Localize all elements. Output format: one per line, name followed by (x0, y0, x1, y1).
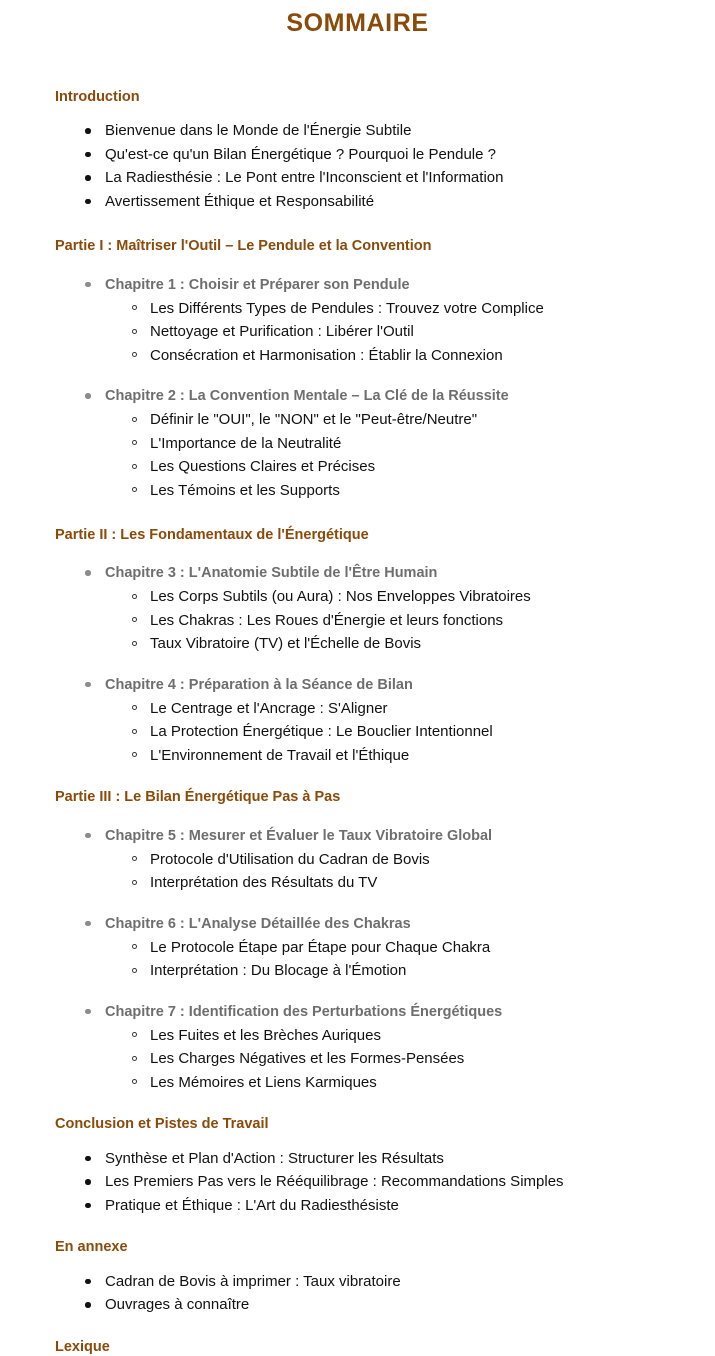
chapter-group (0, 674, 715, 768)
bullet-circle-icon (132, 1056, 137, 1061)
bullet-circle-icon (132, 880, 137, 885)
list-item[interactable] (0, 1194, 715, 1218)
section-heading-annexe: En annexe (55, 1239, 128, 1256)
list-item[interactable] (0, 1170, 715, 1194)
list-item-label: Consécration et Harmonisation : Établir la Connexion (150, 346, 503, 364)
list-item[interactable] (0, 1071, 715, 1095)
list-conclusion (0, 1147, 715, 1218)
chapter-group (0, 825, 715, 895)
bullet-circle-icon (132, 329, 137, 334)
bullet-circle-icon (132, 729, 137, 734)
list-item-label: Protocole d'Utilisation du Cadran de Bovis (150, 850, 430, 868)
chapter-sublist (0, 697, 715, 768)
list-item-label: Synthèse et Plan d'Action : Structurer les Résultats (105, 1149, 444, 1167)
list-item[interactable] (0, 720, 715, 744)
bullet-disc-icon (85, 682, 91, 688)
list-item[interactable] (0, 1270, 715, 1294)
section-annexe (0, 1239, 715, 1316)
list-item[interactable] (0, 190, 715, 214)
chapter-group (0, 562, 715, 656)
chapter-title[interactable] (0, 274, 715, 296)
list-item[interactable] (0, 1293, 715, 1317)
list-item[interactable] (0, 143, 715, 167)
list-item-label: Définir le "OUI", le "NON" et le "Peut-être/Neutre" (150, 411, 478, 429)
list-item-label: Les Fuites et les Brèches Auriques (150, 1026, 381, 1044)
list-item[interactable] (0, 632, 715, 656)
list-item-label: Cadran de Bovis à imprimer : Taux vibratoire (105, 1272, 401, 1290)
list-item-label: Interprétation des Résultats du TV (150, 874, 378, 892)
list-item-label: Les Témoins et les Supports (150, 481, 340, 499)
section-heading-partie-3: Partie III : Le Bilan Énergétique Pas à Pas (55, 789, 341, 806)
bullet-circle-icon (132, 944, 137, 949)
chapter-sublist (0, 585, 715, 656)
section-conclusion (0, 1116, 715, 1217)
list-item-label: La Radiesthésie : Le Pont entre l'Inconscient et l'Information (105, 169, 504, 187)
chapter-title[interactable] (0, 825, 715, 847)
list-item[interactable] (0, 1147, 715, 1171)
bullet-circle-icon (132, 752, 137, 757)
list-item[interactable] (0, 455, 715, 479)
chapter-group (0, 385, 715, 502)
list-item-label: Taux Vibratoire (TV) et l'Échelle de Bovis (150, 635, 422, 653)
list-item-label: Bienvenue dans le Monde de l'Énergie Subtile (105, 122, 412, 140)
chapter-title-label: Chapitre 3 : L'Anatomie Subtile de l'Être Humain (105, 565, 438, 582)
bullet-disc-icon (85, 282, 91, 288)
bullet-circle-icon (132, 617, 137, 622)
list-item-label: Pratique et Éthique : L'Art du Radiesthésiste (105, 1196, 399, 1214)
list-item[interactable] (0, 585, 715, 609)
page-title: SOMMAIRE (286, 9, 429, 37)
chapter-title[interactable] (0, 674, 715, 696)
bullet-circle-icon (132, 305, 137, 310)
bullet-disc-icon (85, 1279, 91, 1285)
chapter-sublist (0, 297, 715, 368)
bullet-circle-icon (132, 464, 137, 469)
chapter-title-label: Chapitre 2 : La Convention Mentale – La Clé de la Réussite (105, 388, 509, 405)
section-heading-introduction: Introduction (55, 88, 140, 105)
list-item[interactable] (0, 609, 715, 633)
list-item[interactable] (0, 166, 715, 190)
list-item[interactable] (0, 848, 715, 872)
list-item-label: Les Corps Subtils (ou Aura) : Nos Enveloppes Vibratoires (150, 588, 531, 606)
bullet-disc-icon (85, 199, 91, 205)
bullet-disc-icon (85, 1203, 91, 1209)
list-item-label: La Protection Énergétique : Le Bouclier Intentionnel (150, 723, 493, 741)
bullet-disc-icon (85, 921, 91, 927)
bullet-circle-icon (132, 856, 137, 861)
list-item[interactable] (0, 479, 715, 503)
list-item-label: Qu'est-ce qu'un Bilan Énergétique ? Pourquoi le Pendule ? (105, 145, 496, 163)
chapter-title-label: Chapitre 7 : Identification des Perturbations Énergétiques (105, 1003, 503, 1020)
section-lexique (0, 1339, 715, 1356)
bullet-circle-icon (132, 417, 137, 422)
bullet-disc-icon (85, 393, 91, 399)
list-item-label: Les Mémoires et Liens Karmiques (150, 1073, 377, 1091)
bullet-circle-icon (132, 968, 137, 973)
bullet-disc-icon (85, 152, 91, 158)
section-partie-3 (0, 789, 715, 1094)
list-item-label: Ouvrages à connaître (105, 1296, 250, 1314)
list-item[interactable] (0, 119, 715, 143)
section-heading-partie-2: Partie II : Les Fondamentaux de l'Énergétique (55, 527, 369, 544)
list-item-label: L'Environnement de Travail et l'Éthique (150, 746, 410, 764)
section-heading-conclusion: Conclusion et Pistes de Travail (55, 1116, 269, 1133)
bullet-circle-icon (132, 641, 137, 646)
list-item[interactable] (0, 408, 715, 432)
list-item-label: Les Chakras : Les Roues d'Énergie et leurs fonctions (150, 611, 504, 629)
section-partie-2 (0, 527, 715, 767)
list-item[interactable] (0, 697, 715, 721)
list-item[interactable] (0, 432, 715, 456)
bullet-circle-icon (132, 594, 137, 599)
bullet-circle-icon (132, 352, 137, 357)
list-item-label: Interprétation : Du Blocage à l'Émotion (150, 962, 407, 980)
bullet-disc-icon (85, 1302, 91, 1308)
list-item-label: Avertissement Éthique et Responsabilité (105, 192, 375, 210)
bullet-disc-icon (85, 1179, 91, 1185)
bullet-circle-icon (132, 1032, 137, 1037)
chapter-group (0, 1001, 715, 1095)
chapter-title[interactable] (0, 913, 715, 935)
chapter-group (0, 274, 715, 368)
section-partie-1 (0, 238, 715, 502)
list-item[interactable] (0, 297, 715, 321)
list-item[interactable] (0, 871, 715, 895)
list-item-label: Les Questions Claires et Précises (150, 458, 376, 476)
list-item[interactable] (0, 1024, 715, 1048)
list-item-label: Le Centrage et l'Ancrage : S'Aligner (150, 699, 388, 717)
chapter-title-label: Chapitre 5 : Mesurer et Évaluer le Taux Vibratoire Global (105, 827, 493, 844)
bullet-disc-icon (85, 1156, 91, 1162)
list-item[interactable] (0, 936, 715, 960)
chapter-sublist (0, 1024, 715, 1095)
chapter-sublist (0, 936, 715, 983)
bullet-disc-icon (85, 175, 91, 181)
list-item-label: Le Protocole Étape par Étape pour Chaque Chakra (150, 938, 491, 956)
list-item-label: Les Charges Négatives et les Formes-Pensées (150, 1050, 465, 1068)
section-heading-partie-1: Partie I : Maîtriser l'Outil – Le Pendule et la Convention (55, 238, 432, 255)
list-item-label: L'Importance de la Neutralité (150, 434, 342, 452)
list-item[interactable] (0, 744, 715, 768)
chapter-title[interactable] (0, 385, 715, 407)
list-item[interactable] (0, 344, 715, 368)
bullet-disc-icon (85, 833, 91, 839)
bullet-disc-icon (85, 128, 91, 134)
bullet-disc-icon (85, 570, 91, 576)
chapter-title[interactable] (0, 562, 715, 584)
list-item[interactable] (0, 320, 715, 344)
list-item[interactable] (0, 1047, 715, 1071)
bullet-circle-icon (132, 440, 137, 445)
list-item[interactable] (0, 959, 715, 983)
list-item-label: Les Différents Types de Pendules : Trouvez votre Complice (150, 299, 544, 317)
bullet-circle-icon (132, 487, 137, 492)
chapter-sublist (0, 408, 715, 502)
chapter-group (0, 913, 715, 983)
chapter-sublist (0, 848, 715, 895)
section-introduction (0, 89, 715, 213)
bullet-circle-icon (132, 705, 137, 710)
list-introduction (0, 119, 715, 213)
list-item-label: Nettoyage et Purification : Libérer l'Outil (150, 323, 414, 341)
chapter-title-label: Chapitre 6 : L'Analyse Détaillée des Chakras (105, 915, 411, 932)
list-annexe (0, 1270, 715, 1317)
bullet-disc-icon (85, 1009, 91, 1015)
section-heading-lexique: Lexique (55, 1338, 110, 1355)
chapter-title-label: Chapitre 1 : Choisir et Préparer son Pendule (105, 276, 410, 293)
list-item-label: Les Premiers Pas vers le Rééquilibrage : Recommandations Simples (105, 1173, 564, 1191)
chapter-title-label: Chapitre 4 : Préparation à la Séance de Bilan (105, 676, 413, 693)
chapter-title[interactable] (0, 1001, 715, 1023)
bullet-circle-icon (132, 1079, 137, 1084)
